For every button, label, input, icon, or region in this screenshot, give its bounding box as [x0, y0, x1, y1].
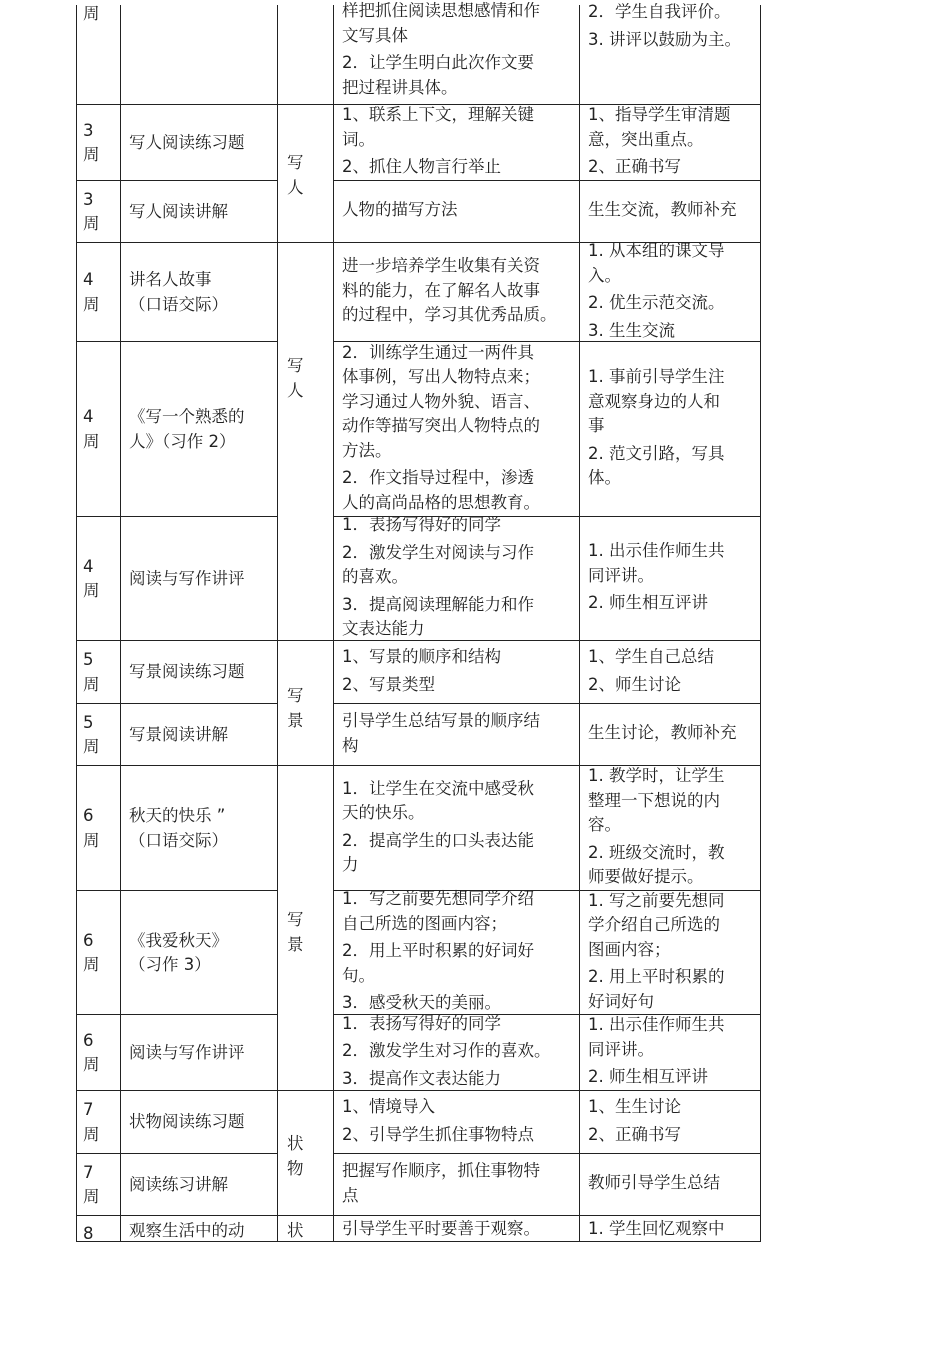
goals-cell [334, 1216, 580, 1242]
table-border-vertical [333, 5, 334, 1242]
title-line: 人》（习作 2） [129, 431, 236, 451]
methods-cell [580, 1015, 761, 1091]
text-line: 1. 从本组的课文导 [588, 241, 725, 260]
methods-cell [580, 0, 761, 100]
methods-cell [580, 105, 761, 181]
week-text: 周 [83, 1055, 100, 1074]
text-line: 2．作文指导过程中，渗透 [342, 468, 534, 488]
text-line: 1. 教学时，让学生 [588, 766, 725, 786]
text-line: 2. 范文引路，写具 [588, 443, 725, 463]
table-border-vertical [760, 5, 761, 1242]
text-line: 2. 师生相互评讲 [588, 593, 708, 613]
week-cell [77, 1216, 121, 1242]
text-line: 2．让学生明白此次作文要 [342, 53, 534, 72]
title-cell [121, 704, 278, 766]
title-line: （口语交际） [129, 830, 228, 850]
text-line: 2、师生讨论 [588, 674, 681, 694]
category-char: 写 [287, 356, 304, 375]
week-cell [77, 105, 121, 181]
text-line: 1. 学生回忆观察中 [588, 1219, 725, 1238]
text-line: 容。 [588, 815, 621, 835]
text-line: 1. 写之前要先想同 [588, 890, 725, 910]
text-line: 1．表扬写得好的同学 [342, 1013, 501, 1033]
category-cell [278, 353, 334, 403]
week-text: 8 [83, 1224, 94, 1243]
week-text: 周 [83, 294, 100, 314]
text-line: 点 [342, 1185, 359, 1205]
text-line: 力 [342, 855, 359, 874]
text-line: 同评讲。 [588, 565, 654, 585]
text-line: 方法。 [342, 440, 392, 460]
text-line: 人物的描写方法 [342, 200, 458, 220]
week-text: 6 [83, 1030, 94, 1050]
methods-cell [580, 891, 761, 1015]
goals-cell [334, 181, 580, 243]
title-line: 写人阅读讲解 [129, 201, 228, 221]
methods-cell [580, 342, 761, 517]
category-cell [278, 150, 334, 200]
table-border-vertical [579, 5, 580, 1242]
text-line: 1、情境导入 [342, 1097, 435, 1116]
text-line: 1. 出示佳作师生共 [588, 541, 725, 561]
table-border-horizontal [334, 1014, 761, 1015]
table-border-horizontal [77, 1215, 761, 1216]
title-line: 《我爱秋天》 [129, 930, 228, 950]
text-line: 2、写景类型 [342, 674, 435, 694]
text-line: 师要做好提示。 [588, 867, 704, 887]
title-line: 《写一个熟悉的 [129, 407, 245, 426]
text-line: 2．训练学生通过一两件具 [342, 342, 534, 362]
goals-cell [334, 766, 580, 891]
text-line: 文表达能力 [342, 619, 425, 639]
week-cell [77, 891, 121, 1015]
methods-cell [580, 766, 761, 891]
week-text: 周 [83, 1124, 100, 1144]
text-line: 1、指导学生审清题 [588, 105, 731, 125]
category-char: 物 [287, 1159, 304, 1178]
goals-cell [334, 891, 580, 1015]
title-cell [121, 891, 278, 1015]
week-text: 周 [83, 4, 100, 23]
title-cell [121, 1216, 278, 1242]
table-border-horizontal [77, 890, 278, 891]
text-line: 词。 [342, 129, 375, 149]
text-line: 的喜欢。 [342, 567, 408, 587]
table-border-horizontal [77, 765, 761, 766]
title-line: 写人阅读练习题 [129, 132, 245, 152]
methods-cell [580, 704, 761, 766]
title-line: （口语交际） [129, 294, 228, 314]
week-text: 周 [83, 581, 100, 600]
goals-cell [334, 0, 580, 99]
text-line: 1. 出示佳作师生共 [588, 1015, 725, 1035]
week-text: 5 [83, 650, 94, 669]
goals-cell [334, 704, 580, 766]
text-line: 2. 班级交流时，教 [588, 842, 725, 862]
table-border-horizontal [334, 1153, 761, 1154]
week-text: 4 [83, 407, 94, 426]
title-line: （习作 3） [129, 955, 211, 974]
table-border-horizontal [77, 242, 761, 243]
week-text: 7 [83, 1100, 94, 1119]
methods-cell [580, 243, 761, 342]
title-cell [121, 342, 278, 517]
week-text: 周 [83, 674, 100, 694]
table-border-horizontal [77, 1153, 278, 1154]
week-cell [77, 181, 121, 243]
text-line: 生生交流，教师补充 [588, 200, 737, 220]
text-line: 2、正确书写 [588, 1124, 681, 1144]
text-line: 2. 师生相互评讲 [588, 1067, 708, 1087]
title-line: 阅读练习讲解 [129, 1174, 228, 1194]
week-text: 周 [83, 214, 100, 233]
category-cell [278, 907, 334, 957]
category-char: 人 [287, 178, 304, 197]
category-char: 写 [287, 686, 304, 705]
text-line: 2．用上平时积累的好词好 [342, 941, 534, 961]
table-border-horizontal [77, 640, 761, 641]
table-border-horizontal [334, 341, 761, 342]
week-cell [77, 704, 121, 766]
text-line: 2．激发学生对阅读与习作 [342, 542, 534, 562]
text-line: 的过程中，学习其优秀品质。 [342, 305, 557, 325]
text-line: 生生讨论，教师补充 [588, 723, 737, 743]
week-text: 周 [83, 1187, 100, 1206]
text-line: 好词好句 [588, 991, 654, 1011]
text-line: 整理一下想说的内 [588, 790, 720, 810]
text-line: 图画内容； [588, 939, 671, 959]
goals-cell [334, 641, 580, 704]
title-cell [121, 1091, 278, 1154]
category-char: 写 [287, 910, 304, 929]
goals-cell [334, 342, 580, 517]
text-line: 1、学生自己总结 [588, 647, 714, 666]
text-line: 1. 事前引导学生注 [588, 367, 725, 387]
week-cell [77, 1154, 121, 1216]
title-cell [121, 243, 278, 342]
text-line: 自己所选的图画内容； [342, 913, 507, 933]
table-border-horizontal [334, 516, 761, 517]
methods-cell [580, 181, 761, 243]
text-line: 教师引导学生总结 [588, 1173, 720, 1193]
text-line: 1．让学生在交流中感受秋 [342, 778, 534, 798]
text-line: 2、正确书写 [588, 157, 681, 177]
goals-cell [334, 1091, 580, 1154]
text-line: 2、引导学生抓住事物特点 [342, 1124, 534, 1144]
week-text: 周 [83, 830, 100, 850]
text-line: 1、联系上下文，理解关键 [342, 105, 534, 125]
week-cell [77, 2, 121, 102]
text-line: 2. 优生示范交流。 [588, 293, 725, 312]
text-line: 动作等描写突出人物特点的 [342, 416, 540, 436]
methods-cell [580, 641, 761, 704]
text-line: 2. 用上平时积累的 [588, 967, 725, 987]
table-border-horizontal [77, 516, 278, 517]
week-text: 3 [83, 120, 94, 140]
text-line: 2．激发学生对习作的喜欢。 [342, 1041, 551, 1061]
week-cell [77, 342, 121, 517]
text-line: 1、写景的顺序和结构 [342, 647, 501, 666]
title-line: 秋天的快乐 ” [129, 806, 226, 825]
text-line: 天的快乐。 [342, 803, 425, 822]
text-line: 引导学生总结写景的顺序结 [342, 711, 540, 730]
methods-cell [580, 1216, 761, 1242]
title-line: 状物阅读练习题 [129, 1112, 245, 1132]
text-line: 入。 [588, 265, 621, 285]
week-text: 6 [83, 806, 94, 825]
text-line: 事 [588, 416, 605, 436]
title-line: 阅读与写作讲评 [129, 568, 245, 588]
goals-cell [334, 1154, 580, 1216]
text-line: 3．感受秋天的美丽。 [342, 993, 501, 1013]
category-char: 写 [287, 153, 304, 172]
methods-cell [580, 1154, 761, 1216]
table-border-horizontal [334, 180, 761, 181]
week-cell [77, 243, 121, 342]
text-line: 学介绍自己所选的 [588, 915, 720, 935]
title-cell [121, 105, 278, 181]
goals-cell [334, 243, 580, 342]
methods-cell [580, 517, 761, 641]
week-text: 3 [83, 189, 94, 209]
category-cell [278, 1218, 334, 1243]
text-line: 体。 [588, 468, 621, 488]
week-text: 4 [83, 556, 94, 576]
table-border-horizontal [77, 703, 278, 704]
week-text: 周 [83, 431, 100, 451]
title-line: 观察生活中的动 [129, 1221, 245, 1240]
text-line: 3．提高阅读理解能力和作 [342, 594, 534, 614]
text-line: 句。 [342, 965, 375, 985]
title-line: 写景阅读讲解 [129, 724, 228, 744]
week-cell [77, 1091, 121, 1154]
text-line: 人的高尚品格的思想教育。 [342, 492, 540, 512]
text-line: 引导学生平时要善于观察。 [342, 1219, 540, 1238]
text-line: 文写具体 [342, 25, 408, 45]
text-line: 进一步培养学生收集有关资 [342, 256, 540, 276]
text-line: 1．表扬写得好的同学 [342, 515, 501, 535]
text-line: 构 [342, 735, 359, 755]
text-line: 2．提高学生的口头表达能 [342, 830, 534, 850]
table-border-horizontal [77, 180, 278, 181]
table-border-horizontal [77, 1014, 278, 1015]
week-cell [77, 517, 121, 641]
text-line: 意，突出重点。 [588, 129, 704, 149]
category-char: 状 [287, 1134, 304, 1153]
text-line: 意观察身边的人和 [588, 391, 720, 411]
title-cell [121, 181, 278, 243]
text-line: 3．提高作文表达能力 [342, 1068, 501, 1088]
goals-cell [334, 1015, 580, 1091]
goals-cell [334, 517, 580, 641]
title-cell [121, 1015, 278, 1091]
text-line: 把握写作顺序，抓住事物特 [342, 1161, 540, 1180]
week-text: 6 [83, 930, 94, 950]
table-border-vertical [120, 5, 121, 1242]
week-text: 4 [83, 270, 94, 289]
table-border-horizontal [77, 1090, 761, 1091]
text-line: 同评讲。 [588, 1039, 654, 1059]
table-border-horizontal [77, 1241, 761, 1242]
title-cell [121, 641, 278, 704]
text-line: 2、抓住人物言行举止 [342, 157, 501, 177]
category-char: 状 [287, 1221, 304, 1240]
text-line: 3. 讲评以鼓励为主。 [588, 29, 741, 49]
table-border-horizontal [334, 890, 761, 891]
title-cell [121, 1154, 278, 1216]
week-cell [77, 1015, 121, 1091]
table-border-vertical [277, 5, 278, 1242]
category-char: 景 [287, 711, 304, 730]
category-char: 景 [287, 935, 304, 954]
category-cell [278, 1131, 334, 1181]
week-text: 周 [83, 955, 100, 974]
week-text: 5 [83, 712, 94, 732]
category-char: 人 [287, 381, 304, 400]
week-cell [77, 641, 121, 704]
text-line: 料的能力，在了解名人故事 [342, 280, 540, 300]
category-cell [278, 683, 334, 733]
title-line: 写景阅读练习题 [129, 662, 245, 682]
text-line: 2．学生自我评价。 [588, 2, 731, 21]
title-cell [121, 766, 278, 891]
table-border-horizontal [77, 104, 761, 105]
text-line: 样把抓住阅读思想感情和作 [342, 1, 540, 20]
week-text: 周 [83, 145, 100, 164]
text-line: 1、生生讨论 [588, 1097, 681, 1116]
week-text: 7 [83, 1162, 94, 1182]
text-line: 体事例，写出人物特点来； [342, 367, 540, 387]
text-line: 3. 生生交流 [588, 320, 675, 340]
table-border-horizontal [77, 341, 278, 342]
title-line: 讲名人故事 [129, 270, 212, 289]
text-line: 学习通过人物外貌、语言、 [342, 391, 540, 411]
table-border-horizontal [334, 703, 761, 704]
text-line: 1．写之前要先想同学介绍 [342, 889, 534, 909]
week-text: 周 [83, 737, 100, 756]
text-line: 把过程讲具体。 [342, 77, 458, 97]
title-line: 阅读与写作讲评 [129, 1042, 245, 1062]
week-cell [77, 766, 121, 891]
methods-cell [580, 1091, 761, 1154]
title-cell [121, 5, 278, 105]
goals-cell [334, 105, 580, 181]
title-cell [121, 517, 278, 641]
table-border-vertical [76, 5, 77, 1242]
plan-table [77, 1, 761, 1243]
